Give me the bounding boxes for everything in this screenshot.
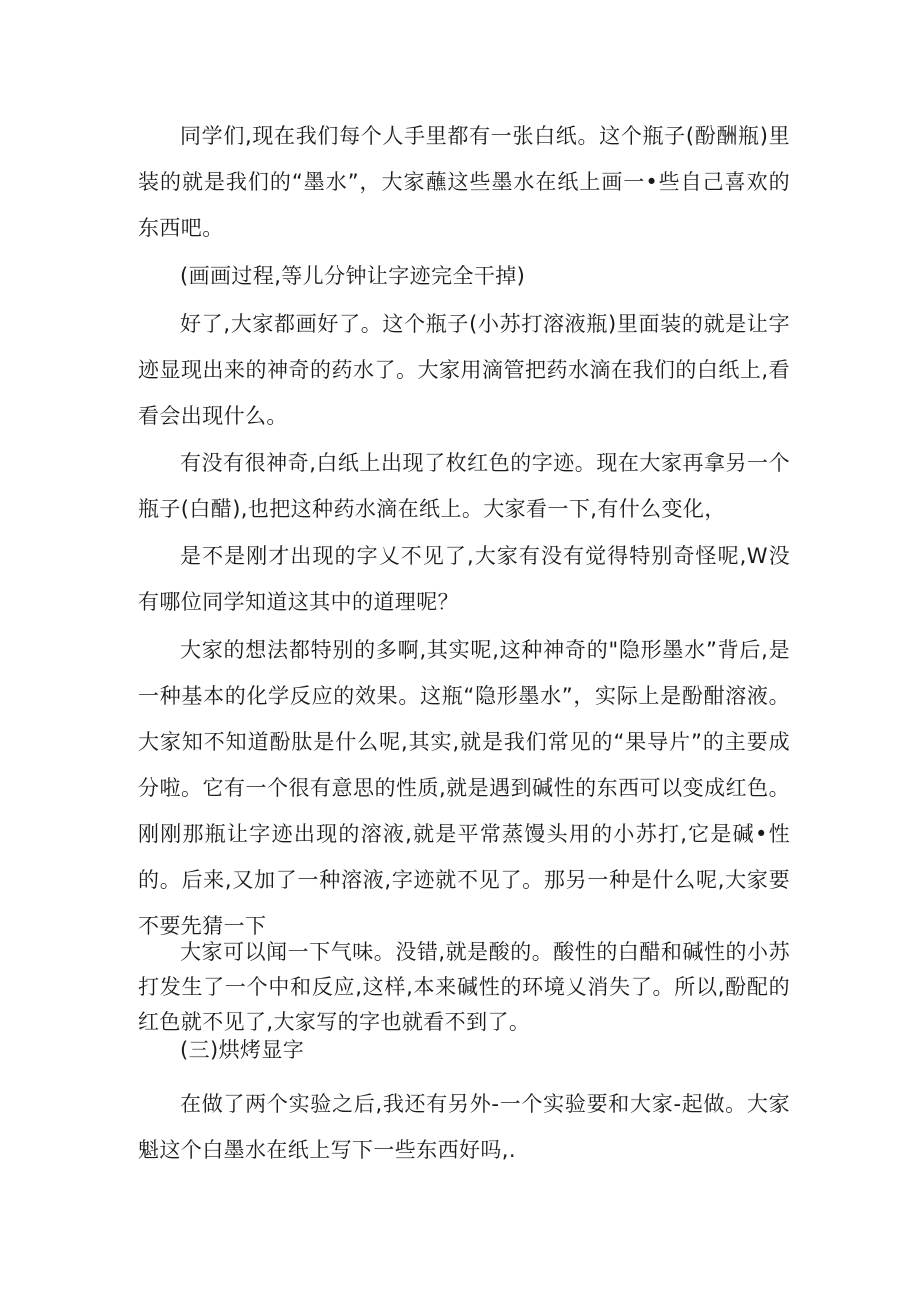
paragraph-1: 同学们,现在我们每个人手里都有一张白纸。这个瓶子(酚酬瓶)里装的就是我们的“墨水”，大家蘸这些墨水在纸上画一•些自己喜欢的东西吧。 (138, 124, 790, 240)
paragraph-6: 大家的想法都特别的多啊,其实呢,这种神奇的"隐形墨水”背后,是一种基本的化学反应的效果。这瓶“隐形墨水”，实际上是酚酣溶液。大家知不知道酚肽是什么呢,其实,就是我们常见的“果导片”的主要成分啦。它有一个很有意思的性质,就是遇到碱性的东西可以变成红色。刚刚那瓶让字迹出现的溶液,就是平常蒸馒头用的小苏打,它是碱•性的。后来,又加了一种溶液,字迹就不见了。那另一种是什么呢,大家要不要先猜一下 (138, 638, 790, 938)
paragraph-7: 大家可以闻一下气味。没错,就是酸的。酸性的白醋和碱性的小苏打发生了一个中和反应,这样,本来碱性的环境乂消失了。所以,酚配的红色就不见了,大家写的字也就看不到了。 (138, 940, 790, 1034)
paragraph-4: 有没有很神奇,白纸上出现了枚红色的字迹。现在大家再拿另一个瓶子(白醋),也把这种药水滴在纸上。大家看一下,有什么变化， (138, 451, 790, 521)
section-heading: (三)烘烤显字 (180, 1038, 305, 1062)
paragraph-3: 好了,大家都画好了。这个瓶子(小苏打溶液瓶)里面装的就是让字迹显现出来的神奇的药水了。大家用滴管把药水滴在我们的白纸上,看看会出现什么。 (138, 312, 790, 428)
paragraph-5: 是不是刚才出现的字乂不见了,大家有没有觉得特别奇怪呢,W没有哪位同学知道这其中的道理呢？ (138, 544, 790, 614)
paragraph-8: 在做了两个实验之后,我还有另外-一个实验要和大家-起做。大家魁这个白墨水在纸上写下一些东西好吗,. (138, 1092, 790, 1162)
paragraph-2: (画画过程,等儿分钟让字迹完全干掉) (180, 264, 526, 288)
